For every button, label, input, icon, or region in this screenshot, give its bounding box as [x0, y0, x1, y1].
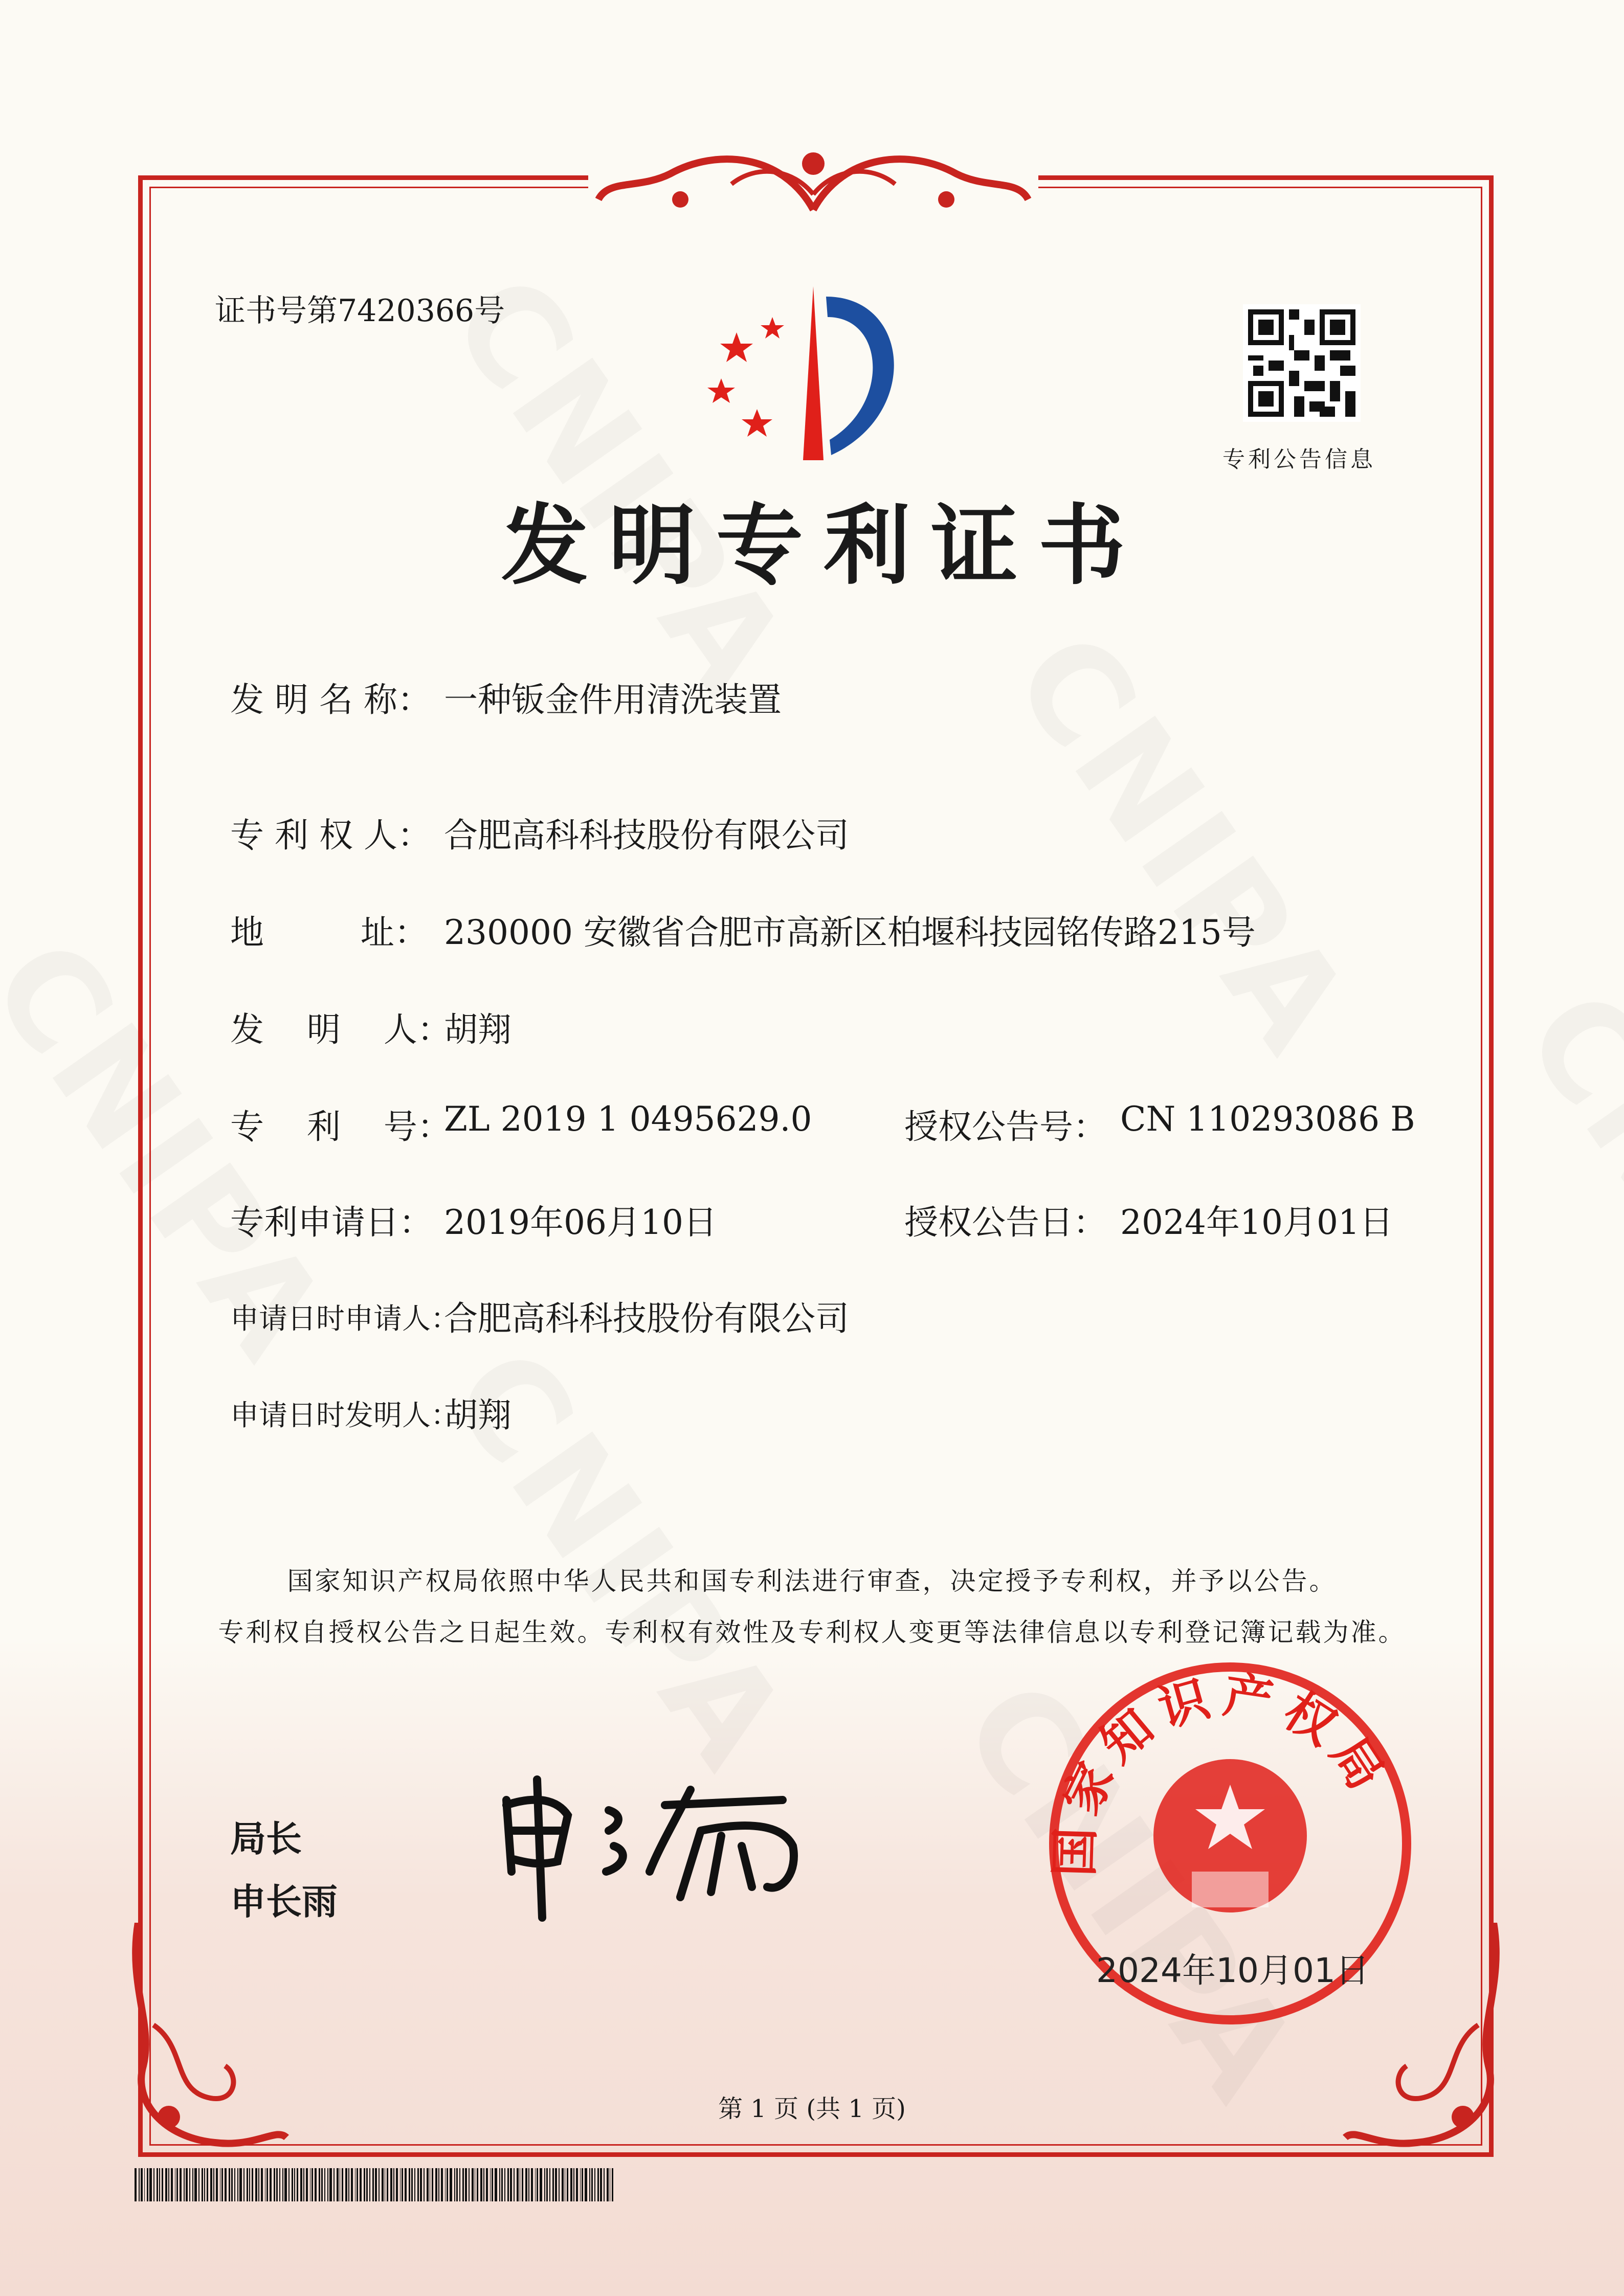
barcode-bar: [284, 2168, 286, 2201]
corner-ornament-left: [123, 1923, 292, 2163]
barcode-bar: [229, 2168, 230, 2201]
inventor-at-filing-label: 申请日时发明人：: [230, 1399, 459, 1432]
inventor-value: 胡翔: [444, 1010, 511, 1049]
filing-date-label: 专利申请日：: [230, 1203, 433, 1242]
barcode-bar: [319, 2168, 320, 2201]
barcode-bar: [149, 2168, 151, 2201]
barcode-bar: [252, 2168, 253, 2201]
patentee-value: 合肥高科科技股份有限公司: [444, 816, 849, 855]
barcode-bar: [522, 2168, 523, 2201]
barcode-bar: [213, 2168, 214, 2201]
patentee-label: 专 利 权 人：: [230, 816, 431, 855]
barcode-bar: [141, 2168, 143, 2201]
barcode-bar: [216, 2168, 218, 2201]
corner-ornament-right: [1340, 1923, 1509, 2163]
barcode-bar: [411, 2168, 413, 2201]
barcode: [135, 2168, 615, 2201]
barcode-bar: [447, 2168, 448, 2201]
barcode-bar: [294, 2168, 295, 2201]
barcode-bar: [477, 2168, 478, 2201]
barcode-bar: [139, 2168, 140, 2201]
barcode-bar: [537, 2168, 538, 2201]
grant-pub-date-value: 2024年10月01日: [1120, 1203, 1393, 1242]
barcode-bar: [535, 2168, 536, 2201]
barcode-bar: [387, 2168, 388, 2201]
barcode-bar: [450, 2168, 452, 2201]
barcode-bar: [576, 2168, 578, 2201]
barcode-bar: [274, 2168, 275, 2201]
barcode-bar: [597, 2168, 599, 2201]
barcode-bar: [582, 2168, 583, 2201]
barcode-bar: [300, 2168, 302, 2201]
signatory-title: 局长: [230, 1818, 302, 1860]
barcode-bar: [567, 2168, 568, 2201]
barcode-bar: [507, 2168, 509, 2201]
barcode-bar: [360, 2168, 362, 2201]
barcode-bar: [144, 2168, 145, 2201]
barcode-bar: [382, 2168, 384, 2201]
barcode-bar: [348, 2168, 349, 2201]
barcode-bar: [303, 2168, 304, 2201]
barcode-bar: [486, 2168, 488, 2201]
barcode-bar: [472, 2168, 474, 2201]
barcode-bar: [171, 2168, 173, 2201]
barcode-bar: [441, 2168, 443, 2201]
barcode-bar: [585, 2168, 587, 2201]
page-title: 发明专利证书: [501, 494, 1146, 597]
barcode-bar: [176, 2168, 178, 2201]
barcode-bar: [465, 2168, 467, 2201]
barcode-bar: [337, 2168, 339, 2201]
barcode-bar: [135, 2168, 137, 2201]
page-number: 第 1 页 (共 1 页): [718, 2095, 906, 2123]
barcode-bar: [400, 2168, 401, 2201]
barcode-bar: [589, 2168, 590, 2201]
barcode-bar: [282, 2168, 284, 2201]
barcode-bar: [357, 2168, 358, 2201]
barcode-bar: [312, 2168, 313, 2201]
barcode-bar: [186, 2168, 188, 2201]
barcode-bar: [261, 2168, 263, 2201]
barcode-bar: [562, 2168, 564, 2201]
barcode-bar: [157, 2168, 159, 2201]
barcode-bar: [510, 2168, 512, 2201]
barcode-bar: [552, 2168, 554, 2201]
barcode-bar: [327, 2168, 329, 2201]
barcode-bar: [225, 2168, 227, 2201]
barcode-bar: [210, 2168, 212, 2201]
barcode-bar: [234, 2168, 235, 2201]
barcode-bar: [162, 2168, 163, 2201]
barcode-bar: [255, 2168, 257, 2201]
applicant-at-filing-label: 申请日时申请人：: [230, 1302, 459, 1336]
barcode-bar: [194, 2168, 196, 2201]
invention-name-label: 发 明 名 称：: [230, 680, 431, 719]
barcode-bar: [540, 2168, 542, 2201]
barcode-bar: [462, 2168, 464, 2201]
cnipa-logo-icon: [696, 286, 941, 470]
barcode-bar: [375, 2168, 377, 2201]
barcode-bar: [180, 2168, 182, 2201]
barcode-bar: [247, 2168, 249, 2201]
barcode-bar: [165, 2168, 167, 2201]
barcode-bar: [517, 2168, 519, 2201]
barcode-bar: [573, 2168, 574, 2201]
barcode-bar: [270, 2168, 272, 2201]
barcode-bar: [490, 2168, 491, 2201]
barcode-bar: [549, 2168, 550, 2201]
seal-date: 2024年10月01日: [1096, 1951, 1369, 1990]
barcode-bar: [483, 2168, 484, 2201]
barcode-bar: [600, 2168, 602, 2201]
barcode-bar: [258, 2168, 259, 2201]
barcode-bar: [525, 2168, 527, 2201]
barcode-bar: [555, 2168, 557, 2201]
barcode-bar: [424, 2168, 425, 2201]
barcode-bar: [204, 2168, 205, 2201]
certificate-number: 证书号第7420366号: [215, 293, 505, 329]
barcode-bar: [147, 2168, 148, 2201]
barcode-bar: [189, 2168, 190, 2201]
grant-pub-date-label: 授权公告日：: [904, 1203, 1107, 1242]
barcode-bar: [306, 2168, 308, 2201]
barcode-bar: [249, 2168, 250, 2201]
grant-pub-no-label: 授权公告号：: [904, 1107, 1107, 1146]
address-label: 地 址：: [230, 913, 428, 952]
address-value: 230000 安徽省合肥市高新区柏堰科技园铭传路215号: [444, 913, 1256, 952]
barcode-bar: [409, 2168, 410, 2201]
seal-text: 国家知识产权局: [1045, 1665, 1400, 1878]
barcode-bar: [202, 2168, 204, 2201]
barcode-bar: [237, 2168, 239, 2201]
barcode-bar: [591, 2168, 593, 2201]
invention-name-value: 一种钣金件用清洗装置: [444, 680, 782, 719]
barcode-bar: [504, 2168, 505, 2201]
barcode-bar: [168, 2168, 169, 2201]
barcode-bar: [292, 2168, 294, 2201]
barcode-bar: [221, 2168, 223, 2201]
barcode-bar: [207, 2168, 208, 2201]
qr-code[interactable]: [1243, 304, 1361, 422]
barcode-bar: [372, 2168, 374, 2201]
barcode-bar: [414, 2168, 415, 2201]
barcode-bar: [159, 2168, 160, 2201]
barcode-bar: [445, 2168, 446, 2201]
barcode-bar: [456, 2168, 458, 2201]
barcode-bar: [324, 2168, 325, 2201]
barcode-bar: [315, 2168, 317, 2201]
patent-no-value: ZL 2019 1 0495629.0: [444, 1099, 812, 1139]
grant-pub-no-value: CN 110293086 B: [1120, 1099, 1415, 1139]
inventor-label: 发 明 人：: [230, 1010, 451, 1049]
barcode-bar: [276, 2168, 278, 2201]
barcode-bar: [435, 2168, 437, 2201]
barcode-bar: [153, 2168, 154, 2201]
barcode-bar: [495, 2168, 497, 2201]
barcode-bar: [544, 2168, 545, 2201]
qr-label: 专利公告信息: [1222, 446, 1376, 472]
signatory-name: 申长雨: [230, 1881, 338, 1923]
barcode-bar: [604, 2168, 605, 2201]
barcode-bar: [396, 2168, 398, 2201]
patent-no-label: 专 利 号：: [230, 1107, 451, 1146]
barcode-bar: [279, 2168, 280, 2201]
barcode-bar: [231, 2168, 233, 2201]
inventor-at-filing-value: 胡翔: [444, 1395, 511, 1435]
barcode-bar: [297, 2168, 298, 2201]
statement-line-1: 国家知识产权局依照中华人民共和国专利法进行审查，决定授予专利权，并予以公告。: [287, 1566, 1337, 1596]
barcode-bar: [580, 2168, 581, 2201]
barcode-bar: [402, 2168, 403, 2201]
barcode-bar: [469, 2168, 470, 2201]
barcode-bar: [559, 2168, 560, 2201]
applicant-at-filing-value: 合肥高科科技股份有限公司: [444, 1299, 849, 1338]
barcode-bar: [417, 2168, 419, 2201]
barcode-bar: [501, 2168, 503, 2201]
barcode-bar: [492, 2168, 493, 2201]
barcode-bar: [390, 2168, 392, 2201]
filing-date-value: 2019年06月10日: [444, 1203, 717, 1242]
barcode-bar: [607, 2168, 609, 2201]
barcode-bar: [364, 2168, 365, 2201]
barcode-bar: [198, 2168, 199, 2201]
watermark: [1495, 964, 1624, 1439]
barcode-bar: [546, 2168, 548, 2201]
barcode-bar: [514, 2168, 515, 2201]
top-ornament: [588, 133, 1038, 220]
signature: [496, 1769, 844, 1923]
barcode-bar: [570, 2168, 572, 2201]
barcode-bar: [420, 2168, 422, 2201]
barcode-bar: [342, 2168, 343, 2201]
barcode-bar: [379, 2168, 380, 2201]
barcode-bar: [454, 2168, 455, 2201]
barcode-bar: [243, 2168, 244, 2201]
statement-line-2: 专利权自授权公告之日起生效。专利权有效性及专利权人变更等法律信息以专利登记簿记载为准。: [218, 1617, 1406, 1647]
barcode-bar: [329, 2168, 331, 2201]
barcode-bar: [192, 2168, 194, 2201]
barcode-bar: [528, 2168, 529, 2201]
barcode-bar: [369, 2168, 370, 2201]
barcode-bar: [266, 2168, 268, 2201]
barcode-bar: [612, 2168, 613, 2201]
barcode-bar: [184, 2168, 185, 2201]
barcode-bar: [351, 2168, 353, 2201]
barcode-bar: [594, 2168, 595, 2201]
barcode-bar: [438, 2168, 439, 2201]
barcode-bar: [480, 2168, 482, 2201]
barcode-bar: [531, 2168, 533, 2201]
barcode-bar: [499, 2168, 500, 2201]
barcode-bar: [427, 2168, 429, 2201]
barcode-bar: [288, 2168, 290, 2201]
barcode-bar: [432, 2168, 433, 2201]
barcode-bar: [321, 2168, 323, 2201]
barcode-bar: [393, 2168, 394, 2201]
barcode-bar: [239, 2168, 241, 2201]
barcode-bar: [459, 2168, 460, 2201]
barcode-bar: [366, 2168, 368, 2201]
barcode-bar: [333, 2168, 335, 2201]
barcode-bar: [345, 2168, 347, 2201]
barcode-bar: [405, 2168, 407, 2201]
